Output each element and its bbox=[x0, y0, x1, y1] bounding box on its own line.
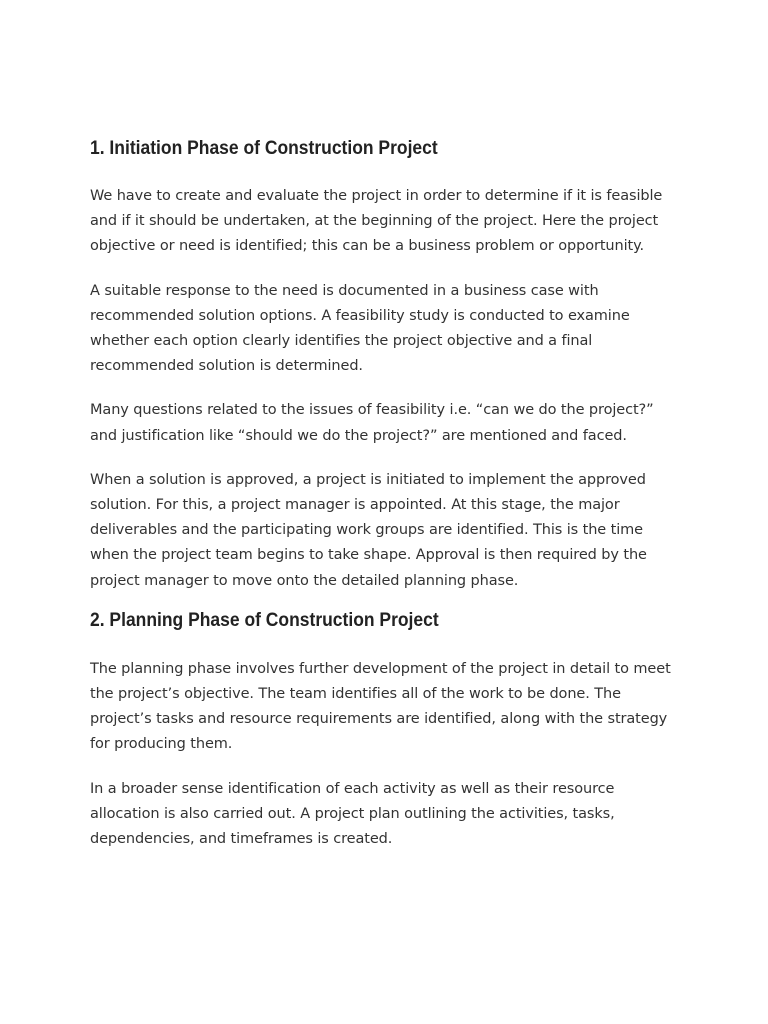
section-heading: 1. Initiation Phase of Construction Project bbox=[90, 138, 438, 159]
document-page bbox=[90, 136, 680, 871]
section-heading: 2. Planning Phase of Construction Project bbox=[90, 609, 439, 631]
paragraph: The planning phase involves further development of the project in detail to meet the project’s objective. The team identifies all of the work to be done. The project’s tasks and resource requirements are identified, along with the strategy for producing them. bbox=[90, 660, 671, 753]
section-initiation-phase bbox=[90, 136, 680, 594]
paragraph: In a broader sense identification of each activity as well as their resource allocation is also carried out. A project plan outlining the activities, tasks, dependencies, and timeframes is created. bbox=[90, 780, 615, 848]
paragraph: When a solution is approved, a project is initiated to implement the approved solution. For this, a project manager is appointed. At this stage, the major deliverables and the participating work groups are identified. This is the time when the project team begins to take shape. Approval is then required by the project manager to move onto the detailed planning phase. bbox=[90, 471, 647, 589]
paragraph: A suitable response to the need is documented in a business case with recommended solution options. A feasibility study is conducted to examine whether each option clearly identifies the project objective and a final recommended solution is determined. bbox=[90, 282, 630, 375]
section-planning-phase bbox=[90, 608, 680, 852]
paragraph: We have to create and evaluate the project in order to determine if it is feasible and if it should be undertaken, at the beginning of the project. Here the project objective or need is identified; this can be a business problem or opportunity. bbox=[90, 188, 663, 255]
paragraph: Many questions related to the issues of feasibility i.e. “can we do the project?” and justification like “should we do the project?” are mentioned and faced. bbox=[90, 402, 654, 444]
